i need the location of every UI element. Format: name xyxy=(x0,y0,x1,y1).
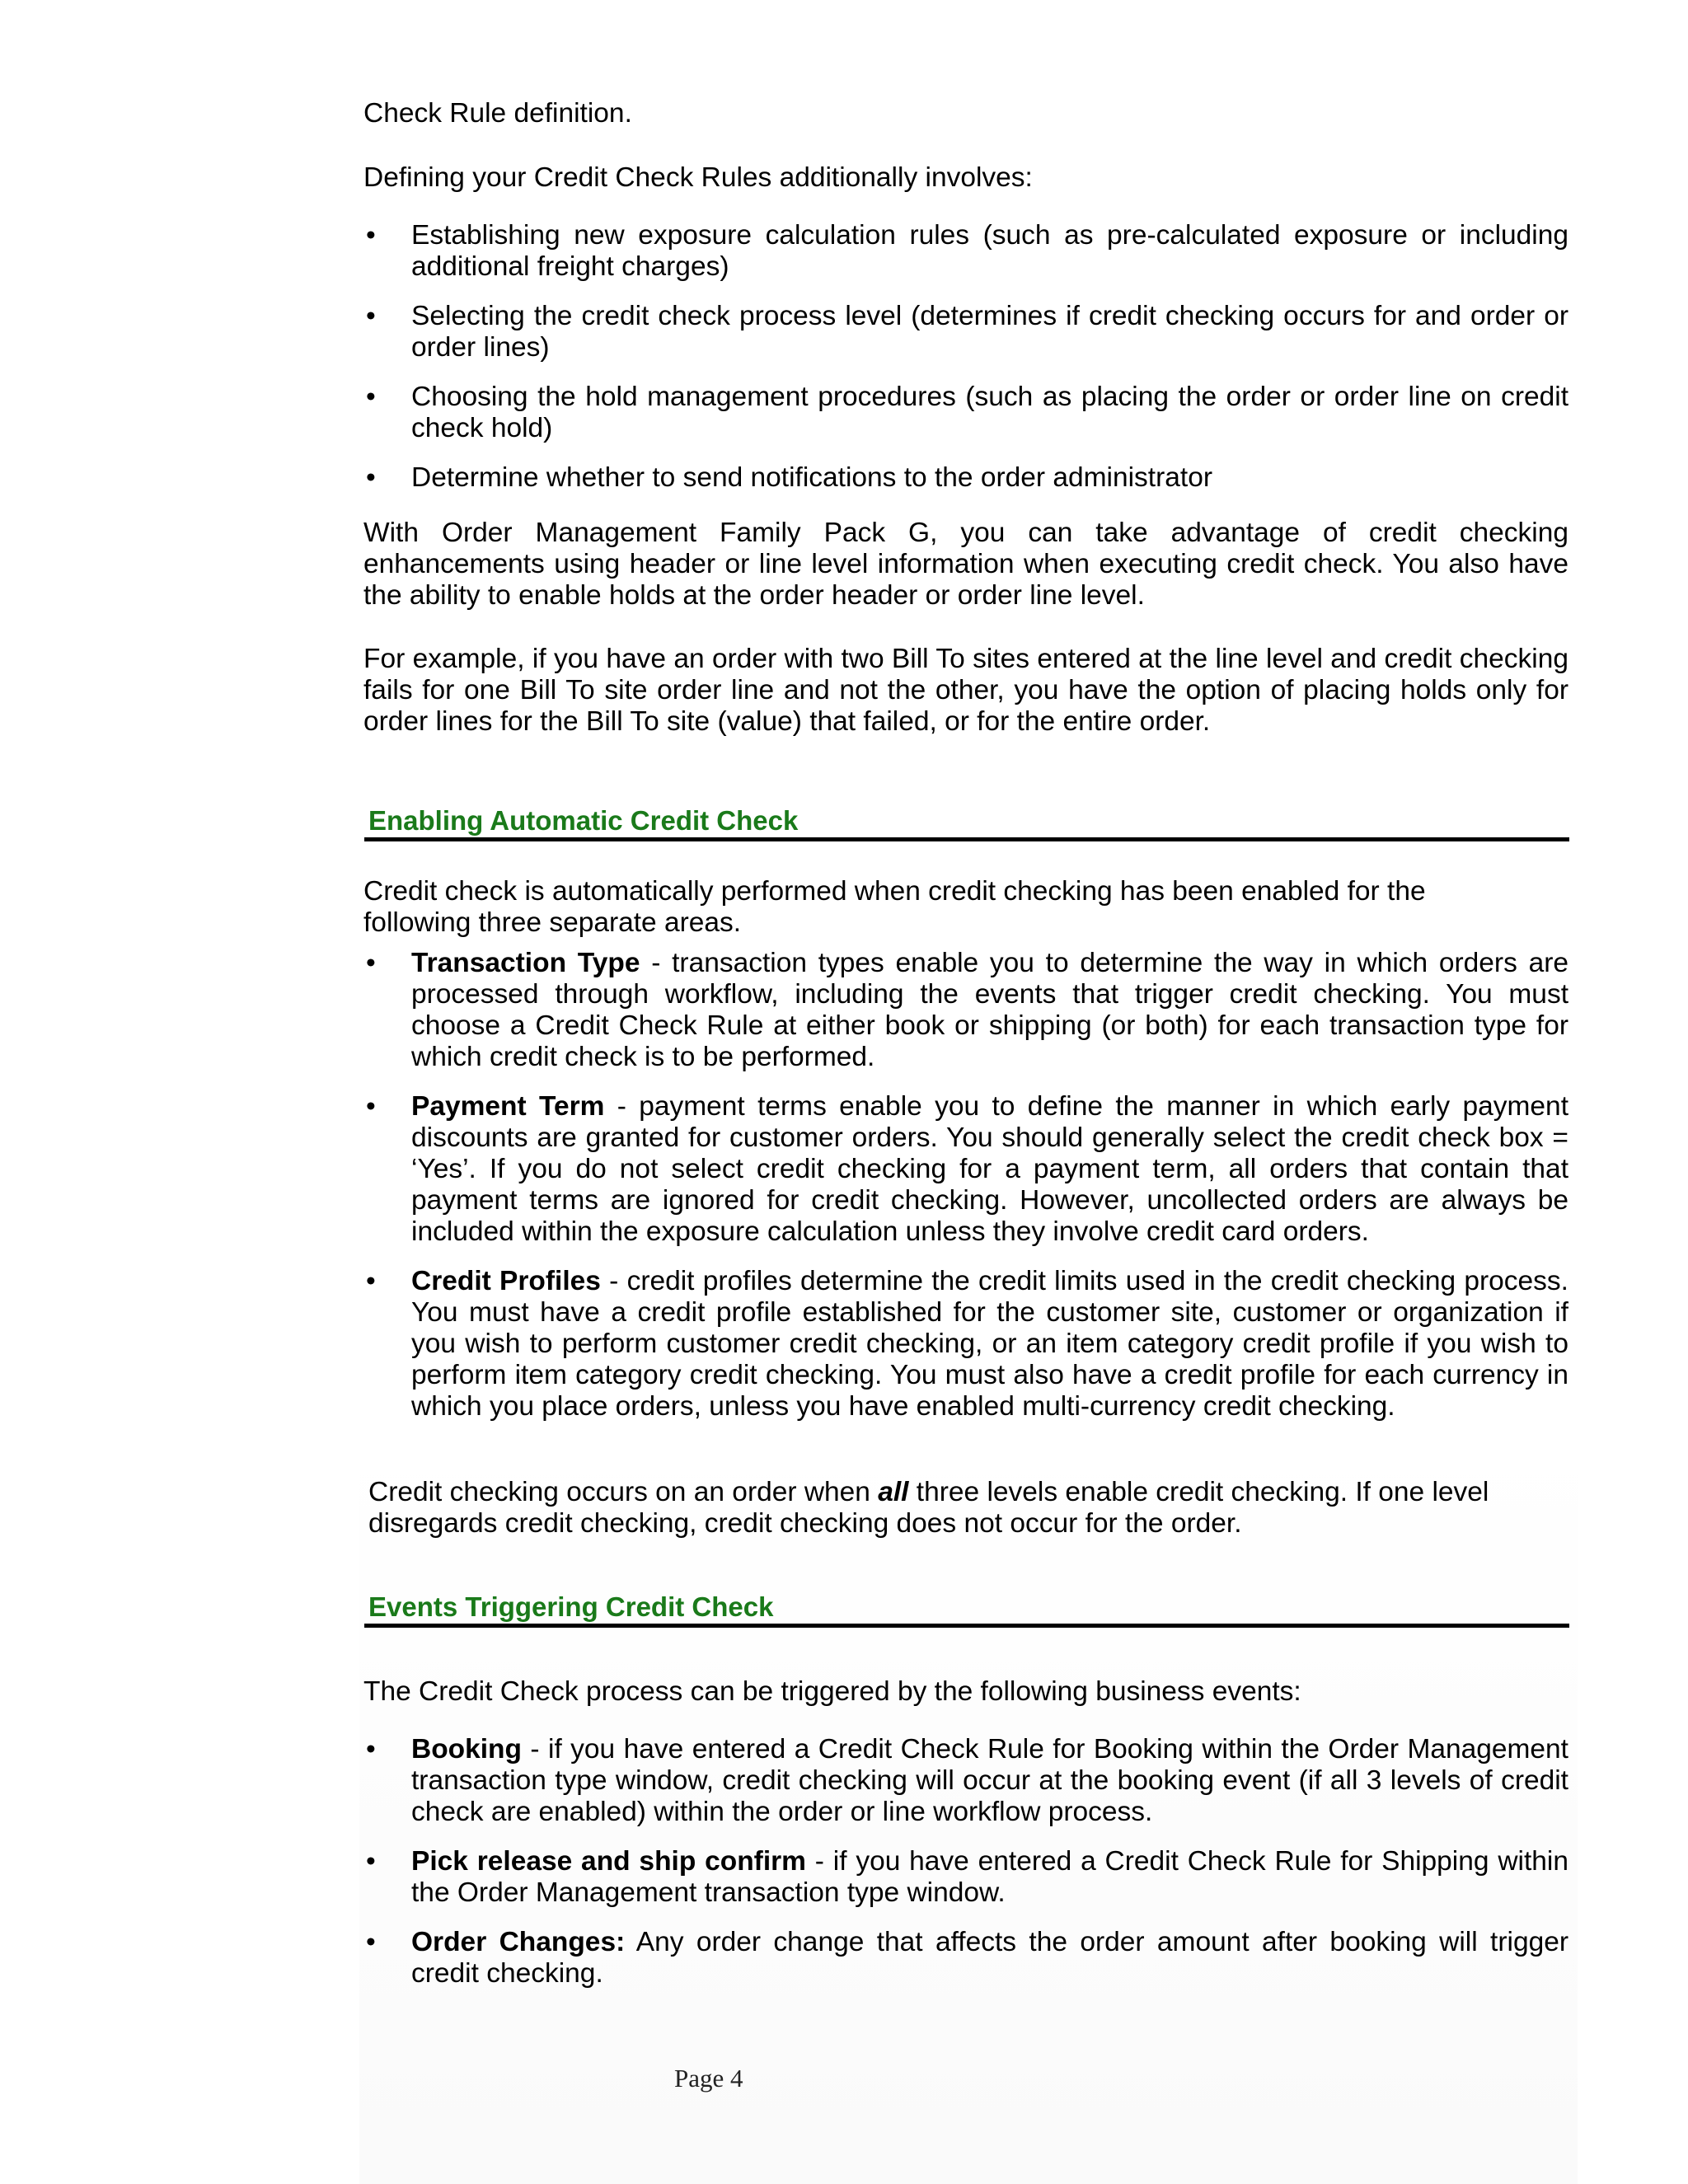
section-rule xyxy=(364,837,1569,841)
list-item-term: Booking xyxy=(411,1734,522,1765)
list-item-term: Payment Term xyxy=(411,1091,605,1122)
family-pack-text: With Order Management Family Pack G, you can take advantage of credit checking enhancements using header or line level information when executing credit check. You also have the ability to enable holds at the order header or order line level. xyxy=(363,518,1568,611)
list-item-body: - if you have entered a Credit Check Rule for Booking within the Order Management transaction type window, credit checking will occur at the booking event (if all 3 levels of credit check are enabled) within the order or line workflow process. xyxy=(411,1734,1568,1827)
intro-text-1: Check Rule definition. xyxy=(363,98,632,129)
bullet-icon: • xyxy=(366,1266,376,1296)
bullet-icon: • xyxy=(366,1927,376,1957)
note-emphasis: all xyxy=(878,1477,909,1507)
section1-intro-text: Credit check is automatically performed when credit checking has been enabled for the following three separate areas. xyxy=(363,876,1426,938)
bullet-icon: • xyxy=(366,948,376,978)
intro-line-1 xyxy=(363,98,1568,129)
list-item-text: Selecting the credit check process level (determines if credit checking occurs for and order or order lines) xyxy=(411,301,1568,363)
section2-intro xyxy=(363,1676,1568,1708)
list-item-text xyxy=(411,948,1568,1073)
list-item-term: Pick release and ship confirm xyxy=(411,1846,806,1877)
note-text-end: three levels enable credit checking. If one level disregards credit checking, credit checking does not occur for the order. xyxy=(368,1477,1489,1539)
list-item-text xyxy=(411,1091,1568,1248)
list-item-body: - transaction types enable you to determine the way in which orders are processed through workflow, including the events that trigger credit checking. You must choose a Credit Check Rule at either book or shipping (or both) for each transaction type for which credit check is to be performed. xyxy=(411,948,1569,1072)
bullet-icon: • xyxy=(366,1846,376,1877)
bullet-icon: • xyxy=(366,220,376,251)
list-item-term: Transaction Type xyxy=(411,948,640,978)
bullet-icon: • xyxy=(366,1091,376,1122)
example-paragraph xyxy=(363,644,1568,738)
intro-line-2 xyxy=(363,162,1568,194)
list-item-text: Choosing the hold management procedures (such as placing the order or order line on credit check hold) xyxy=(411,382,1568,443)
all-levels-note-text xyxy=(368,1477,1506,1540)
list-item-body: Any order change that affects the order amount after booking will trigger credit checking. xyxy=(411,1927,1568,1989)
example-text: For example, if you have an order with two Bill To sites entered at the line level and credit checking fails for one Bill To site order line and not the other, you have the option of placing holds only for order lines for the Bill To site (value) that failed, or for the entire order. xyxy=(363,644,1568,737)
list-item-text xyxy=(411,1927,1568,1990)
list-item-text xyxy=(411,1734,1568,1828)
bullet-icon: • xyxy=(366,1734,376,1765)
list-item-text xyxy=(411,1266,1568,1422)
page-number: Page 4 xyxy=(674,2064,743,2093)
section-heading-events: Events Triggering Credit Check xyxy=(368,1591,774,1622)
list-item-term: Order Changes: xyxy=(411,1927,626,1957)
list-item-body: - credit profiles determine the credit limits used in the credit checking process. You must have a credit profile established for the customer site, customer or organization if you wish to perform customer credit checking, or an item category credit profile if you wish to perform item category credit checking. You must also have a credit profile for each currency in which you place orders, unless you have enabled multi-currency credit checking. xyxy=(411,1266,1568,1422)
list-item-text: Determine whether to send notifications to the order administrator xyxy=(411,462,1212,493)
section1-intro xyxy=(363,876,1534,939)
section2-intro-text: The Credit Check process can be triggered by the following business events: xyxy=(363,1676,1301,1707)
list-item-text: Establishing new exposure calculation rules (such as pre-calculated exposure or including additional freight charges) xyxy=(411,220,1568,282)
all-levels-note xyxy=(368,1477,1506,1540)
family-pack-paragraph xyxy=(363,518,1568,612)
section-rule xyxy=(364,1624,1569,1628)
bullet-icon: • xyxy=(366,382,376,412)
note-text-start: Credit checking occurs on an order when xyxy=(368,1477,879,1507)
list-item-text xyxy=(411,1846,1568,1909)
bullet-icon: • xyxy=(366,462,376,493)
list-item-body: - payment terms enable you to define the manner in which early payment discounts are granted for customer orders. You should generally select the credit check box = ‘Yes’. If you do not select credit checking for a payment term, all orders that contain that payment terms are ignored for credit checking. However, uncollected orders are always be included within the exposure calculation unless they involve credit card orders. xyxy=(411,1091,1569,1247)
bullet-icon: • xyxy=(366,301,376,331)
section-heading-enabling: Enabling Automatic Credit Check xyxy=(368,805,799,836)
intro-text-2: Defining your Credit Check Rules additionally involves: xyxy=(363,162,1033,193)
list-item-body: - if you have entered a Credit Check Rule for Shipping within the Order Management transaction type window. xyxy=(411,1846,1568,1908)
list-item-term: Credit Profiles xyxy=(411,1266,601,1296)
